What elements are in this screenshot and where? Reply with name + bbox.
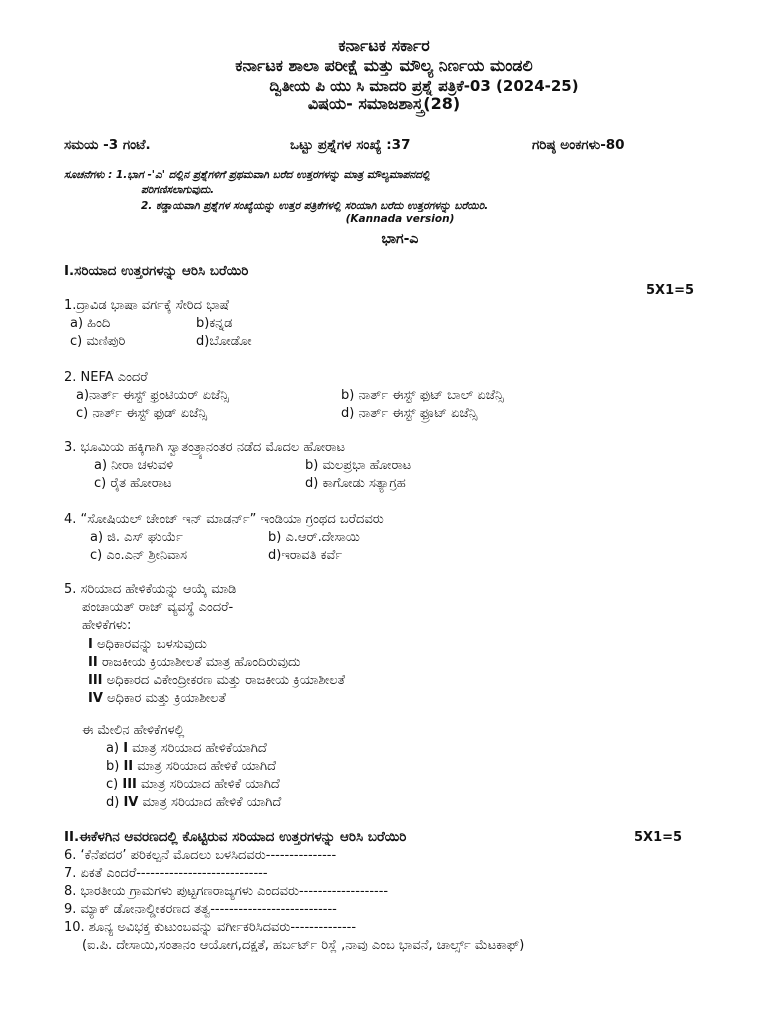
- statement-text: ರಾಜಕೀಯ ಕ್ರಿಯಾಶೀಲತೆ ಮಾತ್ರ ಹೊಂದಿರುವುದು: [101, 655, 301, 670]
- option-text: ಮಾತ್ರ ಸರಿಯಾದ ಹೇಳಿಕೆಯಾಗಿದೆ: [132, 741, 267, 756]
- subject-title: ವಿಷಯ- ಸಮಾಜಶಾಸ್ತ್ರ(28): [307, 94, 461, 113]
- q5-statements-label: ಹೇಳಿಕೆಗಳು:: [82, 618, 132, 633]
- q2-option-c: c) ನಾರ್ತ್ ಈಸ್ಟ್ ಫುಡ್ ಏಜೆನ್ಸಿ: [76, 406, 207, 421]
- roman-numeral: IV: [123, 795, 139, 810]
- q10-text: 10. ಶೂನ್ಯ ಅವಿಭಕ್ತ ಕುಟುಂಬವನ್ನು ವರ್ಗೀಕರಿಸಿದವರು--------------: [64, 920, 357, 935]
- q9-text: 9. ಮ್ಯಾಕ್ ಡೋನಾಲ್ಡೀಕರಣದ ತತ್ವ---------------------------: [64, 902, 337, 917]
- q4-option-c: c) ಎಂ.ಎನ್ ಶ್ರೀನಿವಾಸ: [90, 548, 188, 563]
- q5-text: 5. ಸರಿಯಾದ ಹೇಳಿಕೆಯನ್ನು ಆಯ್ಕೆ ಮಾಡಿ: [64, 582, 237, 597]
- roman-numeral: III: [122, 777, 137, 792]
- q5-line2: ಪಂಚಾಯತ್ ರಾಜ್ ವ್ಯವಸ್ಥೆ ಎಂದರೆ-: [82, 600, 234, 615]
- q1-option-b: b)ಕನ್ನಡ: [196, 316, 233, 331]
- statement-text: ಅಧಿಕಾರದ ವಿಕೇಂದ್ರೀಕರಣ ಮತ್ತು ರಾಜಕೀಯ ಕ್ರಿಯಾಶೀಲತೆ: [106, 673, 346, 688]
- q8-text: 8. ಭಾರತೀಯ ಗ್ರಾಮಗಳು ಪುಟ್ಟಗಣರಾಜ್ಯಗಳು ಎಂದವರು-------------------: [64, 884, 389, 899]
- section-2-title: II.ಈಕೆಳಗಿನ ಆವರಣದಲ್ಲಿ ಕೊಟ್ಟಿರುವ ಸರಿಯಾದ ಉತ್ತರಗಳನ್ನು ಆರಿಸಿ ಬರೆಯಿರಿ: [64, 829, 407, 845]
- q5-statement-3: [88, 672, 345, 690]
- section-2-options: (ಐ.ಪಿ. ದೇಸಾಯಿ,ಸಂತಾನಂ ಆಯೋಗ,ದಕ್ಷತೆ, ಹರ್ಬರ್ಟ್ ರಿಸ್ಲೆ ,ನಾವು ಎಂಬ ಭಾವನೆ, ಚಾರ್ಲ್ಸ್ ಮೆಟಕಾಫ್): [82, 938, 525, 953]
- instruction-1: ಸೂಚನೆಗಳು : 1.ಭಾಗ -'ಎ' ದಲ್ಲಿನ ಪ್ರಶ್ನೆಗಳಿಗೆ ಪ್ರಥಮವಾಗಿ ಬರೆದ ಉತ್ತರಗಳನ್ನು ಮಾತ್ರ ಮೌಲ್ಯಮಾಪನದಲ್ಲಿ: [64, 169, 430, 181]
- option-text: ಮಾತ್ರ ಸರಿಯಾದ ಹೇಳಿಕೆ ಯಾಗಿದೆ: [137, 759, 277, 774]
- statement-text: ಅಧಿಕಾರವನ್ನು ಬಳಸುವುದು: [96, 637, 207, 652]
- option-text: ಮಾತ್ರ ಸರಿಯಾದ ಹೇಳಿಕೆ ಯಾಗಿದೆ: [141, 777, 280, 792]
- q3-option-c: c) ರೈತ ಹೋರಾಟ: [94, 476, 172, 491]
- section-1-title: I.ಸರಿಯಾದ ಉತ್ತರಗಳನ್ನು ಆರಿಸಿ ಬರೆಯಿರಿ: [64, 263, 249, 279]
- version-note: (Kannada version): [345, 213, 455, 225]
- q2-text: 2. NEFA ಎಂದರೆ: [64, 370, 148, 385]
- q4-option-d: d)ಇರಾವತಿ ಕರ್ವೆ: [268, 548, 343, 563]
- roman-numeral: II: [123, 759, 134, 774]
- q1-option-c: c) ಮಣಿಪುರಿ: [70, 334, 126, 349]
- instruction-2: 2. ಕಡ್ಡಾಯವಾಗಿ ಪ್ರಶ್ನೆಗಳ ಸಂಖ್ಯೆಯನ್ನು ಉತ್ತರ ಪತ್ರಿಕೆಗಳಲ್ಲಿ ಸರಿಯಾಗಿ ಬರೆದು ಉತ್ತರಗಳನ್ನು ಬರೆಯಿರಿ.: [141, 200, 489, 212]
- statement-text: ಅಧಿಕಾರ ಮತ್ತು ಕ್ರಿಯಾಶೀಲತೆ: [107, 691, 226, 706]
- q7-text: 7. ಏಕತೆ ಎಂದರೆ----------------------------: [64, 866, 268, 881]
- q5-statement-4: [88, 690, 226, 708]
- roman-numeral: IV: [88, 691, 103, 706]
- q2-option-a: a)ನಾರ್ತ್ ಈಸ್ಟ್ ಫ್ರಂಟಿಯರ್ ಏಜೆನ್ಸಿ: [76, 388, 229, 403]
- q5-above: ಈ ಮೇಲಿನ ಹೇಳಿಕೆಗಳಲ್ಲಿ: [82, 723, 185, 738]
- q3-option-a: a) ನೀರಾ ಚಳುವಳಿ: [94, 458, 174, 473]
- roman-numeral: I: [88, 637, 93, 652]
- govt-title: ಕರ್ನಾಟಕ ಸರ್ಕಾರ: [338, 36, 430, 55]
- option-text: ಮಾತ್ರ ಸರಿಯಾದ ಹೇಳಿಕೆ ಯಾಗಿದೆ: [142, 795, 282, 810]
- q1-text: 1.ದ್ರಾವಿಡ ಭಾಷಾ ವರ್ಗಕ್ಕೆ ಸೇರಿದ ಭಾಷೆ: [64, 298, 230, 313]
- q5-option-b: [106, 758, 276, 776]
- section-1-marks: 5X1=5: [646, 283, 695, 298]
- section-2-marks: 5X1=5: [634, 830, 683, 845]
- total-questions: ಒಟ್ಟು ಪ್ರಶ್ನೆಗಳ ಸಂಖ್ಯೆ :37: [290, 137, 411, 153]
- q4-text: 4. “ಸೋಷಿಯಲ್ ಚೇಂಜ್ ಇನ್ ಮಾಡರ್ನ್” ಇಂಡಿಯಾ ಗ್ರಂಥದ ಬರೆದವರು: [64, 512, 384, 527]
- option-letter: c): [106, 777, 119, 792]
- q5-option-c: [106, 776, 280, 794]
- roman-numeral: I: [123, 741, 129, 756]
- option-letter: d): [106, 795, 120, 810]
- option-letter: a): [106, 741, 120, 756]
- q5-statement-2: [88, 654, 301, 672]
- q6-text: 6. ‘ಕೆನೆಪದರ’ ಪರಿಕಲ್ಪನೆ ಮೊದಲು ಬಳಸಿದವರು---------------: [64, 848, 337, 863]
- board-title: ಕರ್ನಾಟಕ ಶಾಲಾ ಪರೀಕ್ಷೆ ಮತ್ತು ಮೌಲ್ಯ ನಿರ್ಣಯ ಮಂಡಲಿ: [235, 56, 533, 75]
- q5-option-a: [106, 740, 267, 758]
- option-letter: b): [106, 759, 120, 774]
- exam-time: ಸಮಯ -3 ಗಂಟೆ.: [64, 137, 151, 153]
- roman-numeral: III: [88, 673, 103, 688]
- q4-option-b: b) ಎ.ಆರ್.ದೇಸಾಯಿ: [268, 530, 360, 545]
- q5-option-d: [106, 794, 281, 812]
- q3-option-b: b) ಮಲಪ್ರಭಾ ಹೋರಾಟ: [305, 458, 412, 473]
- q3-option-d: d) ಕಾಗೋಡು ಸತ್ಯಾಗ್ರಹ: [305, 476, 406, 491]
- max-marks: ಗರಿಷ್ಠ ಅಂಕಗಳು-80: [532, 137, 625, 153]
- part-a-heading: ಭಾಗ-ಎ: [381, 231, 419, 247]
- instruction-1-cont: ಪರಿಗಣಿಸಲಾಗುವುದು.: [141, 184, 215, 196]
- q1-option-d: d)ಬೋಡೋ: [196, 334, 252, 349]
- q5-statement-1: [88, 636, 207, 654]
- q3-text: 3. ಭೂಮಿಯ ಹಕ್ಕಿಗಾಗಿ ಸ್ವಾತಂತ್ರ್ಯಾನಂತರ ನಡೆದ ಮೊದಲ ಹೋರಾಟ: [64, 440, 346, 455]
- paper-title: ದ್ವಿತೀಯ ಪಿ ಯು ಸಿ ಮಾದರಿ ಪ್ರಶ್ನೆ ಪತ್ರಿಕೆ-03 (2024-25): [269, 77, 579, 95]
- q4-option-a: a) ಜಿ. ಎಸ್ ಘುರ್ಯೆ: [90, 530, 183, 545]
- q1-option-a: a) ಹಿಂದಿ: [70, 316, 111, 331]
- roman-numeral: II: [88, 655, 98, 670]
- q2-option-d: d) ನಾರ್ತ್ ಈಸ್ಟ್ ಫ್ರೂಟ್ ಏಜೆನ್ಸಿ: [341, 406, 478, 421]
- q2-option-b: b) ನಾರ್ತ್ ಈಸ್ಟ್ ಫುಟ್ ಬಾಲ್ ಏಜೆನ್ಸಿ: [341, 388, 504, 403]
